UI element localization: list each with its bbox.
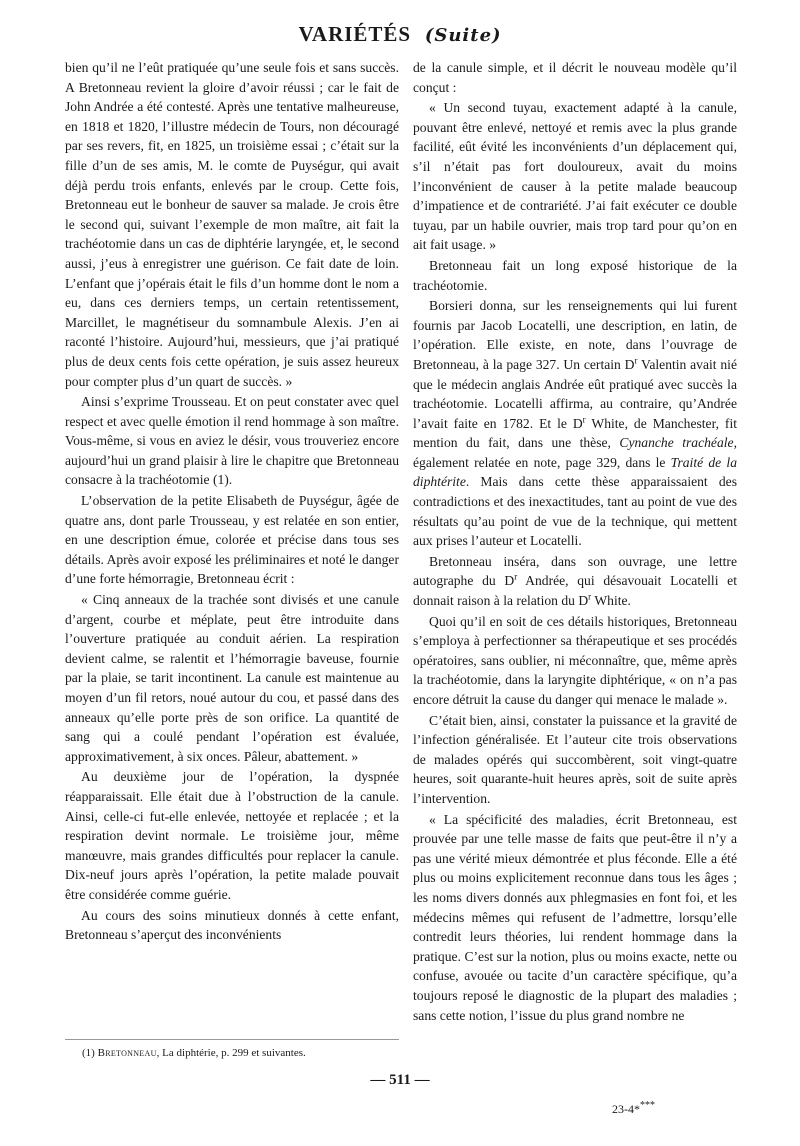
footnote-divider — [65, 1039, 399, 1040]
printer-signature: 23-4**** — [612, 1100, 655, 1116]
quotation: « La spécificité des maladies, écrit Bretonneau, est prouvée par une telle masse de faits que peut-être il n’y a pas une vérité mieux démontrée et plus féconde. Elle a été plus ou moins explicitement reconnue dans tous les âges ; les noms divers donnés aux phlegmasies en font foi, et les médecins mêmes qui refusent de l’admettre, lorsqu’elle contredit leurs théories, lui rendent hommage dans la pratique. C’est sur la notion, plus ou moins exacte, nette ou confuse, avouée ou tacite d’un caractère spécifique, qu’a toujours reposé le diagnostic de la plupart des maladies ; sans cette notion, l’issue du plus grand nombre ne — [413, 811, 737, 1023]
page-title-suite: (Suite) — [424, 25, 502, 46]
paragraph: de la canule simple, et il décrit le nouveau modèle qu’il conçut : — [413, 60, 737, 95]
quotation: « Un second tuyau, exactement adapté à la canule, pouvant être enlevé, nettoyé et remis avec la plus grande facilité, eût évité les inconvénients d’un déplacement qui, s’il n’était pas fort douloureux, avait du moins l’inconvénient de causer à la petite malade beaucoup d’impatience et de contrariété. J’ai fait exécuter ce double tuyau, par un habile ouvrier, mais trop tard pour qu’on en ait fait usage. » — [413, 100, 737, 253]
paragraph: Borsieri donna, sur les renseignements qui lui furent fournis par Jacob Locatelli, une description, en latin, de l’opération. Elle existe, en note, dans l’ouvrage de Bretonneau, à la page 327. Un certain $D^r$ Valentin avait nié que le médecin anglais Andrée eût pratiqué avec succès la trachéotomie. Locatelli affirma, au contraire, qu’Andrée l’avait faite en 1782. Et le $D^r$ White, de Manchester, fit mention du fait, dans une thèse, Cynanche trachéale, également relatée en note, page 329, dans le Traité de la diphtérite. Mais dans cette thèse apparaissaient des contradictions et des inexactitudes, tant au point de vue des résultats qu’au point de vue de la technique, qui mettent aux prises l’auteur et Locatelli. — [413, 298, 737, 549]
page-number: — 511 — — [370, 1072, 430, 1088]
paragraph: bien qu’il ne l’eût pratiquée qu’une seule fois et sans succès. A Bretonneau revient la gloire d’avoir réussi ; car le fait de John Andrée a été contesté. Après une tentative malheureuse, en 1818 et 1820, l’illustre médecin de Tours, non découragé par ses revers, fit, en 1825, un troisième essai ; c’était sur la fille d’un de ses amis, M. le comte de Puységur, qui avait déjà perdu trois enfants, enlevés par le croup. Cette fois, Bretonneau eut le bonheur de sauver sa malade. Je crois être le second qui, suivant l’exemple de mon maître, ait fait la trachéotomie dans un cas de diphtérie laryngée, et, le second aussi, j’eus à enregistrer une guérison. Ce fait date de loin. L’enfant que j’opérais était le fils d’un homme dont le nom a eu, dans ces derniers temps, un certain retentissement, Marcillet, le magnétiseur du somnambule Alexis. J’en ai raconté l’histoire. Aujourd’hui, messieurs, que j’ai pratiqué plus de deux cents fois cette opération, je suis assez heureux pour compter plus d’un quart de succès. » — [65, 60, 399, 389]
paragraph: Bretonneau inséra, dans son ouvrage, une lettre autographe du $D^r$ Andrée, qui désavouait Locatelli et donnait raison à la relation du $D^r$ White. — [413, 553, 737, 609]
footnote: (1) Bretonneau, La diphtérie, p. 299 et suivantes. — [82, 1047, 306, 1059]
paragraph: Ainsi s’exprime Trousseau. Et on peut constater avec quel respect et avec quelle émotion il rend hommage à son maître. Vous-même, si vous en aviez le désir, vous trouveriez encore aujourd’hui un grand plaisir à lire le chapitre que Bretonneau consacre à la trachéotomie (1). — [65, 394, 399, 488]
quotation: « Cinq anneaux de la trachée sont divisés et une canule d’argent, courbe et méplate, peut être introduite dans l’ouverture pratiquée au conduit aérien. La respiration devient calme, se ralentit et l’hémorragie baveuse, fournie par la plaie, se tarit incontinent. La canule est maintenue au moyen d’un fil retors, noué autour du cou, et passé dans des anneaux qu’elle porte près de son orifice. La quantité de sang qui a coulé pendant l’opération est évaluée, approximativement, à six onces. Pâleur, abattement. » — [65, 592, 399, 764]
page-title: VARIÉTÉS — [298, 22, 412, 46]
running-header — [0, 22, 800, 47]
paragraph: Au deuxième jour de l’opération, la dyspnée réapparaissait. Elle était due à l’obstruction de la canule. Ainsi, celle-ci fut-elle enlevée, nettoyée et replacée ; et la respiration devint normale. Le troisième jour, même manœuvre, mais grandes difficultés pour replacer la canule. Dix-neuf jours après l’opération, la petite malade pouvait être considérée comme guérie. — [65, 769, 399, 902]
paragraph: Au cours des soins minutieux donnés à cette enfant, Bretonneau s’aperçut des inconvénients — [65, 907, 399, 943]
paragraph: L’observation de la petite Elisabeth de Puységur, âgée de quatre ans, dont parle Trousseau, y est relatée en son entier, en une description émue, colorée et précise dans tous ses détails. Après avoir exposé les préliminaires et noté le danger d’une forte hémorragie, Bretonneau écrit : — [65, 493, 399, 587]
paragraph: Bretonneau fait un long exposé historique de la trachéotomie. — [413, 257, 737, 293]
paragraph: Quoi qu’il en soit de ces détails historiques, Bretonneau s’employa à perfectionner sa thérapeutique et ses procédés opératoires, sans oublier, ni méconnaître, que, même après la trachéotomie, dans la laryngite diphtérique, « on n’a pas encore détruit la cause du danger qui menace le malade ». — [413, 613, 737, 707]
left-column — [65, 58, 399, 945]
paragraph: C’était bien, ainsi, constater la puissance et la gravité de l’infection généralisée. Et l’auteur cite trois observations de malades opérés qui succombèrent, soit vingt-quatre heures, soit quarante-huit heures après, soit de suite après l’intervention. — [413, 712, 737, 806]
right-column — [413, 58, 737, 1025]
